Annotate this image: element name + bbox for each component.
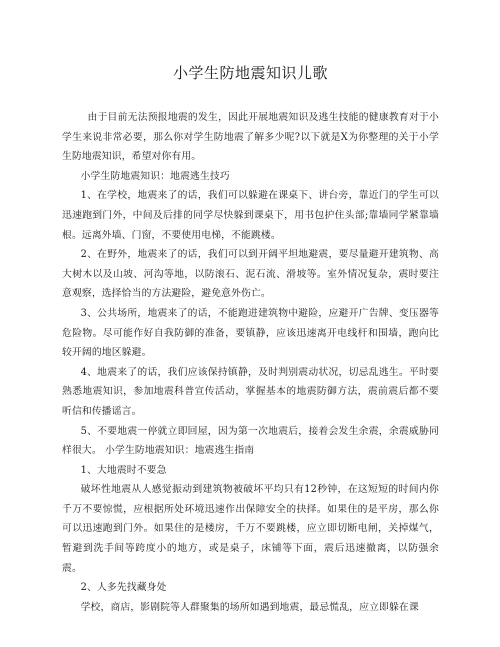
paragraph-crowded-places: 学校，商店，影剧院等人群聚集的场所如遇到地震，最忌慌乱，应立即躲在课 [80, 601, 419, 613]
paragraph-aftershock: 5、不要地震一停就立即回屋，因为第一次地震后，接着会发生余震，余震威胁同样很大。 小学生防地震知识：地震逃生指南 [62, 425, 439, 457]
document-title: 小学生防地震知识儿歌 [172, 64, 328, 82]
paragraph-school: 1、在学校，地震来了的话，我们可以躲避在课桌下、讲台旁，靠近门的学生可以迅速跑到门外，中间及后排的同学尽快躲到课桌下，用书包护住头部;靠墙同学紧靠墙根。远离外墙、门窗，不要使用电梯，不能跳楼。 [62, 190, 439, 241]
paragraph-public-places: 3、公共场所，地震来了的话，不能跑进建筑物中避险，应避开广告牌、变压器等危险物。尽可能作好自我防御的准备，要镇静，应该迅速离开电线杆和围墙，跑向比较开阔的地区躲避。 [62, 307, 439, 359]
document-body [62, 108, 439, 617]
subheading-dont-panic: 1、大地震时不要急 [80, 464, 167, 476]
paragraph-stay-calm: 4、地震来了的话，我们应该保持镇静，及时判别震动状况，切忌乱逃生。平时要熟悉地震知识，参加地震科普宣传活动，掌握基本的地震防御方法，震前震后都不要听信和传播谣言。 [62, 366, 439, 417]
section-heading-escape-tips: 小学生防地震知识：地震逃生技巧 [80, 170, 230, 182]
paragraph-intro: 由于目前无法预报地震的发生，因此开展地震知识及逃生技能的健康教育对于小学生来说非常必要，那么你对学生防地震了解多少呢?以下就是X为你整理的关于小学生防地震知识，希望对你有用。 [62, 112, 439, 163]
paragraph-twelve-seconds: 破坏性地震从人感觉振动到建筑物被破坏平均只有12秒钟，在这短短的时间内你千万不要惊慌，应根据所处环境迅速作出保障安全的抉择。如果住的是平房，那么你可以迅速跑到门外。如果住的是楼房，千万不要跳楼，应立即切断电闸，关掉煤气，暂避到洗手间等跨度小的地方，或是桌子，床铺等下面，震后迅速撤离，以防强余震。 [62, 484, 439, 574]
paragraph-outdoors: 2、在野外，地震来了的话，我们可以到开阔平坦地避震，要尽量避开建筑物、高大树木以及山坡、河沟等地，以防滚石、泥石流、滑坡等。室外情况复杂，震时要注意观察，选择恰当的方法避险，避免意外伤亡。 [62, 249, 439, 300]
subheading-find-shelter: 2、人多先找藏身处 [80, 582, 167, 594]
